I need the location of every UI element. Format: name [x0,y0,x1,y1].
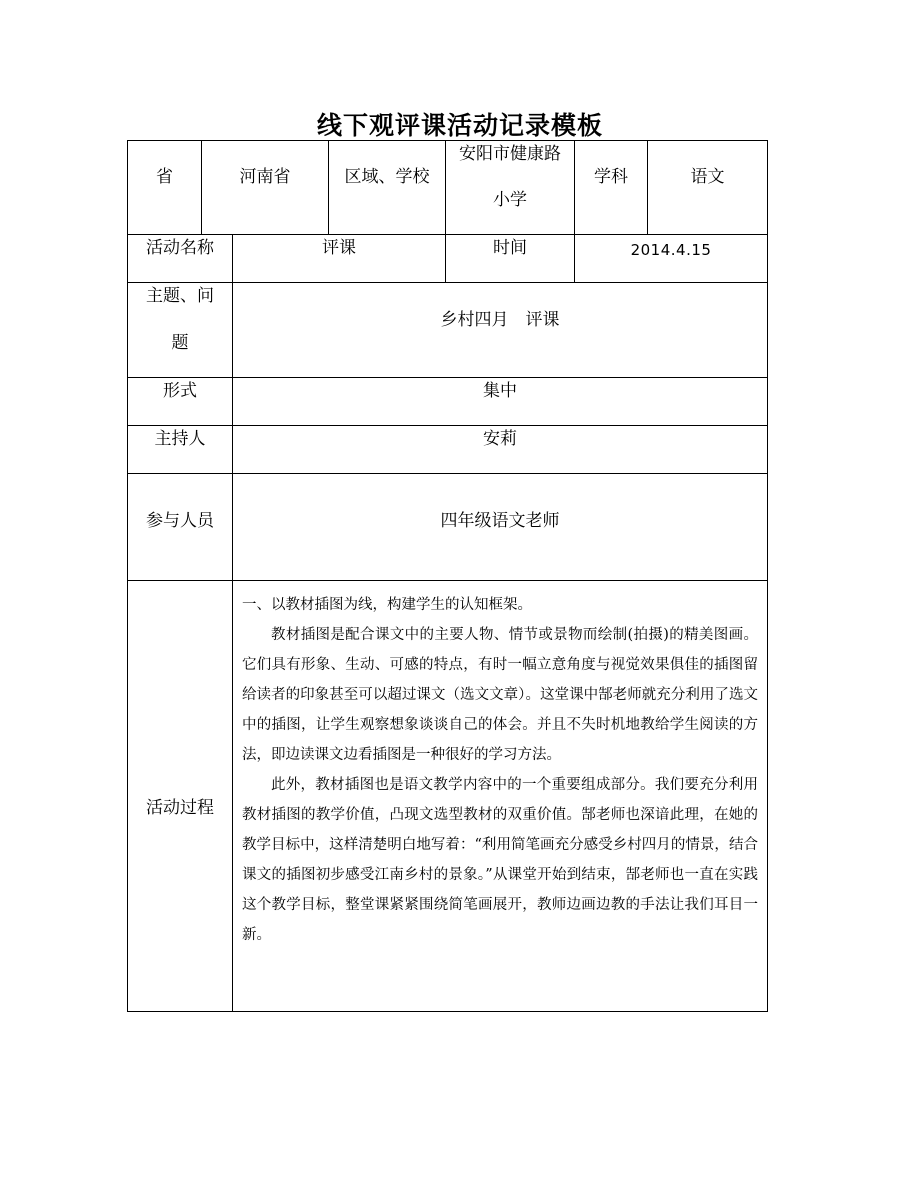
time-value: 2014.4.15 [630,241,712,259]
time-label: 时间 [493,238,527,258]
topic-value: 乡村四月 评课 [440,310,560,330]
process-label: 活动过程 [146,798,214,818]
host-label: 主持人 [154,429,206,449]
process-paragraph-2: 此外，教材插图也是语文教学内容中的一个重要组成部分。我们要充分利用教材插图的教学价值，凸现文选型教材的双重价值。郜老师也深谙此理，在她的教学目标中，这样清楚明白地写着：“利用简笔画充分感受乡村四月的情景，结合课文的插图初步感受江南乡村的景象。”从课堂开始到结束，郜老师也一直在实践这个教学目标，整堂课紧紧围绕简笔画展开，教师边画边教的手法让我们耳目一新。 [242,777,758,943]
process-content [242,590,758,950]
process-heading: 一、以教材插图为线，构建学生的认知框架。 [242,597,532,613]
topic-label-line2: 题 [171,333,189,353]
province-label: 省 [156,167,173,187]
area-label: 区域、学校 [344,167,430,187]
school-line2: 小学 [493,190,527,210]
host-value: 安莉 [483,429,517,449]
participants-label: 参与人员 [146,511,214,531]
subject-value: 语文 [690,167,725,187]
province-value: 河南省 [239,167,291,187]
topic-label-line1: 主题、问 [146,286,214,306]
activity-value: 评课 [322,238,356,258]
school-line1: 安阳市健康路 [459,144,561,164]
form-label: 形式 [163,381,197,401]
participants-value: 四年级语文老师 [440,511,560,531]
form-value: 集中 [483,381,517,401]
process-paragraph-1: 教材插图是配合课文中的主要人物、情节或景物而绘制(拍摄)的精美图画。它们具有形象、生动、可感的特点，有时一幅立意角度与视觉效果俱佳的插图留给读者的印象甚至可以超过课文（选文文章）。这堂课中郜老师就充分利用了选文中的插图，让学生观察想象谈谈自己的体会。并且不失时机地教给学生阅读的方法，即边读课文边看插图是一种很好的学习方法。 [242,627,758,763]
activity-label: 活动名称 [146,238,214,258]
subject-label: 学科 [594,167,628,187]
page-title: 线下观评课活动记录模板 [316,111,603,140]
